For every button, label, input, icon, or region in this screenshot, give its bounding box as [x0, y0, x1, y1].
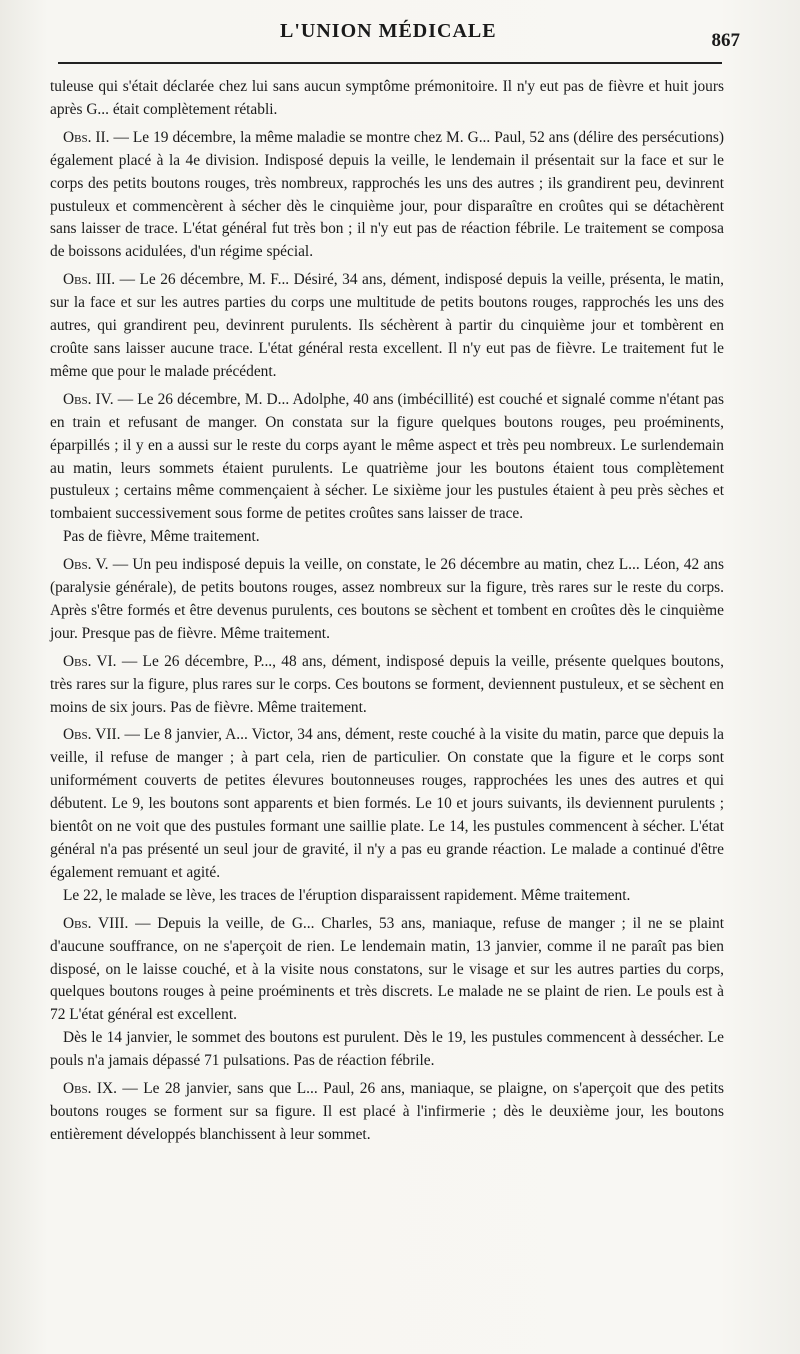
page-number: 867	[711, 30, 740, 51]
paragraph	[50, 724, 724, 884]
paragraph-text: tuleuse qui s'était déclarée chez lui sans aucun symptôme prémonitoire. Il n'y eut pas de fièvre et huit jours après G... était complètement rétabli.	[50, 78, 724, 118]
observation-label: Obs. IV.	[63, 390, 114, 408]
paragraph	[50, 127, 724, 264]
paragraph-text: — Le 8 janvier, A... Victor, 34 ans, dément, reste couché à la visite du matin, parce que depuis la veille, il refuse de manger ; à part cela, rien de particulier. On constate que la figure et le corps sont uniformément couverts de petites élevures boutonneuses rouges, rapprochées les unes des autres et qui débutent. Le 9, les boutons sont apparents et bien formés. Le 10 et jours suivants, ils deviennent purulents ; bientôt on ne voit que des pustules formant une saillie plate. Le 14, les pustules commencent à sécher. L'état général n'a pas présenté un seul jour de gravité, il n'y a pas eu grande réaction. Le malade a continué d'être également remuant et agité.	[50, 726, 724, 881]
paragraph-text: Dès le 14 janvier, le sommet des boutons est purulent. Dès le 19, les pustules commencent à dessécher. Le pouls n'a jamais dépassé 71 pulsations. Pas de réaction fébrile.	[50, 1029, 724, 1070]
observation-label: Obs. II.	[63, 128, 110, 146]
observation-label: Obs. VI.	[63, 652, 117, 670]
observation-label: Obs. III.	[63, 271, 116, 289]
paragraph	[50, 1078, 724, 1147]
observation-label: Obs. V.	[63, 556, 109, 574]
running-header	[40, 18, 740, 58]
paragraph-text: — Le 28 janvier, sans que L... Paul, 26 ans, maniaque, se plaigne, on s'aperçoit que des petits boutons rouges se forment sur sa figure. Il est placé à l'infirmerie ; dès le deuxième jour, les boutons entièrement développés blanchissent à leur sommet.	[50, 1080, 724, 1143]
observation-label: Obs. VIII.	[63, 914, 129, 932]
paragraph	[50, 913, 724, 1028]
paragraph-text: — Le 26 décembre, M. F... Désiré, 34 ans, dément, indisposé depuis la veille, présenta, le matin, sur la face et sur les autres parties du corps une multitude de petits boutons rouges, rapprochés les uns des autres, qui grandirent peu, devinrent purulents. Ils séchèrent à partir du cinquième jour et tombèrent en croûte sans laisser aucune trace. L'état général resta excellent. Il n'y eut pas de fièvre. Le traitement fut le même que pour le malade précédent.	[50, 271, 724, 380]
paragraph	[50, 885, 724, 908]
observation-label: Obs. IX.	[63, 1080, 117, 1098]
paragraph	[50, 1027, 724, 1073]
paragraph-text: — Un peu indisposé depuis la veille, on constate, le 26 décembre au matin, chez L... Léon, 42 ans (paralysie générale), de petits boutons rouges, assez nombreux sur la figure, très rares sur le reste du corps. Après s'être formés et être devenus purulents, ces boutons se sèchent et tombent en croûtes dès le cinquième jour. Presque pas de fièvre. Même traitement.	[50, 556, 724, 642]
paragraph-text: — Le 26 décembre, M. D... Adolphe, 40 ans (imbécillité) est couché et signalé comme n'étant pas en train et refusant de manger. On constata sur la figure quelques boutons rouges, peu proéminents, éparpillés ; il y en a aussi sur le reste du corps ayant le même aspect et très peu nombreux. Le surlendemain au matin, leurs sommets étaient purulents. Le quatrième jour les boutons étaient tous complètement pustuleux ; certains même commençaient à sécher. Le sixième jour les pustules étaient à peu près sèches et tombaient successivement sous forme de petites croûtes sans laisser de trace.	[50, 390, 724, 523]
journal-title: L'UNION MÉDICALE	[280, 20, 497, 42]
paragraph-text: — Depuis la veille, de G... Charles, 53 ans, maniaque, refuse de manger ; il ne se plaint d'aucune souffrance, on ne s'aperçoit de rien. Le lendemain matin, 13 janvier, comme il ne paraît pas bien disposé, on le laisse couché, et à la visite nous constatons, sur le visage et sur les autres parties du corps, quelques boutons rouges à peine proéminents et très discrets. Le malade ne se plaint de rien. Le pouls est à 72 L'état général est excellent.	[50, 914, 724, 1024]
paragraph	[50, 389, 724, 526]
paragraph	[50, 269, 724, 384]
paragraph-text: — Le 26 décembre, P..., 48 ans, dément, indisposé depuis la veille, présente quelques boutons, très rares sur la figure, plus rares sur le corps. Ces boutons se forment, deviennent pustuleux, et se sèchent en moins de six jours. Pas de fièvre. Même traitement.	[50, 652, 725, 716]
paragraph-text: Pas de fièvre, Même traitement.	[63, 528, 260, 546]
paragraph	[50, 76, 724, 122]
paragraph	[50, 554, 724, 646]
header-rule	[58, 62, 722, 64]
paragraph-text: — Le 19 décembre, la même maladie se montre chez M. G... Paul, 52 ans (délire des persécutions) également placé à la 4e division. Indisposé depuis la veille, le lendemain il présentait sur la face et sur le corps des petits boutons rouges, très nombreux, rapprochés les uns des autres ; ils grandirent peu, devinrent pustuleux et commencèrent à sécher dès le cinquième jour, pour disparaître en croûtes qui se détachèrent sans laisser de trace. L'état général fut très bon ; il n'y eut pas de réaction fébrile. Le traitement se composa de boissons acidulées, d'un régime spécial.	[50, 128, 724, 261]
observation-label: Obs. VII.	[63, 726, 121, 744]
paragraph	[50, 651, 724, 720]
paragraph-text: Le 22, le malade se lève, les traces de l'éruption disparaissent rapidement. Même traitement.	[63, 886, 631, 904]
paragraph	[50, 526, 724, 549]
body-text	[50, 76, 724, 1152]
